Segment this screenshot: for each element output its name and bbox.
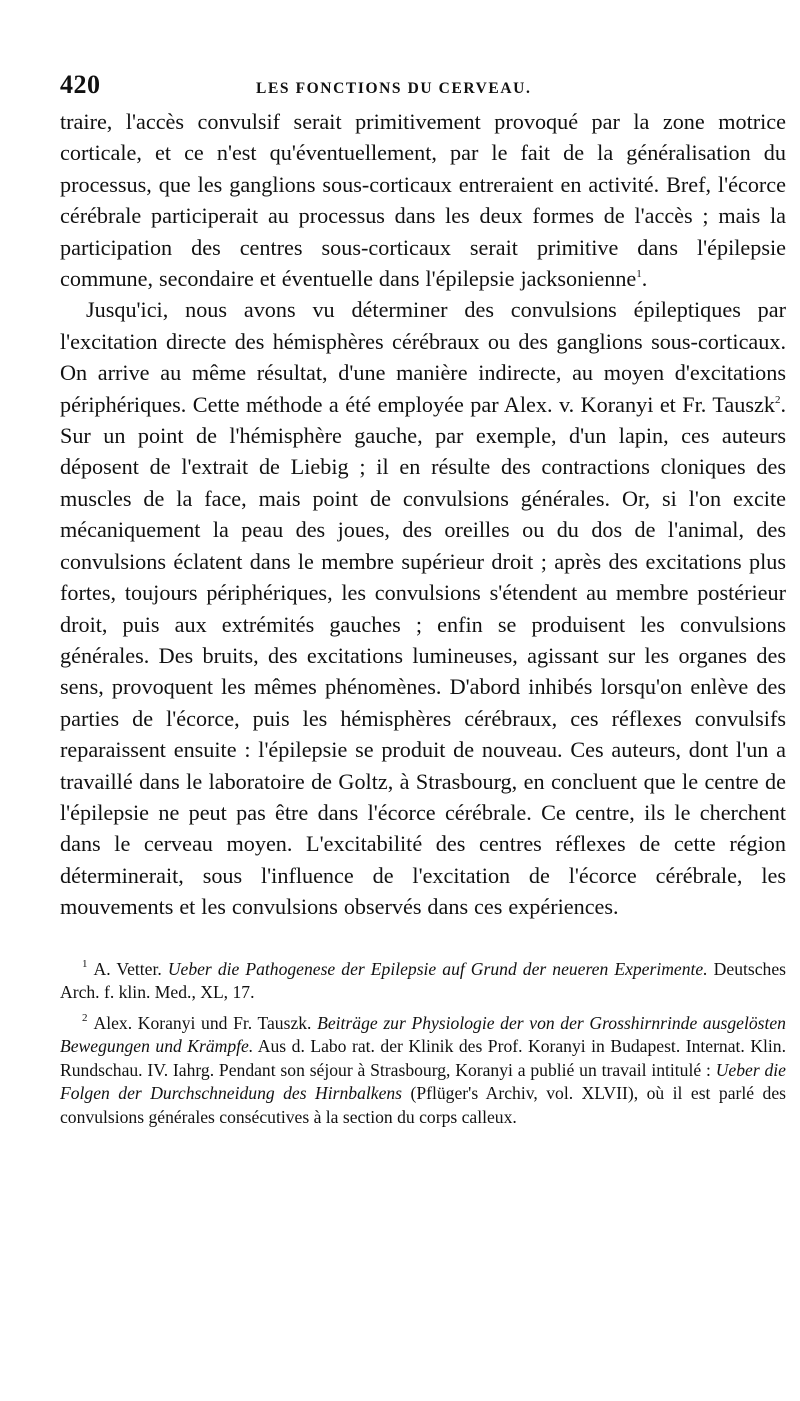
footnote-source: Aus d. Labo rat. der Klinik des Prof. Koranyi in Budapest. Internat. Klin. Rundschau. IV. Iahrg. Pendant son séjour à Strasbourg, Koranyi a publié un travail intitulé : bbox=[60, 1036, 786, 1080]
footnote-ref: 2 bbox=[774, 393, 781, 406]
footnote-source: Deutsches Arch. f. klin. Med., XL, 17. bbox=[60, 958, 786, 1003]
footnote-author: Alex. Koranyi und Fr. Tauszk. bbox=[93, 1012, 318, 1033]
footnote-mark: 2 bbox=[82, 1011, 88, 1024]
running-head: LES FONCTIONS DU CERVEAU. bbox=[256, 80, 532, 97]
footnote-source-2: (Pflüger's Archiv, vol. XLVII), où il est parlé des convulsions générales consécutives à la section du corps calleux. bbox=[60, 1083, 786, 1127]
footnotes bbox=[60, 953, 786, 1130]
footnote-title: Ueber die Pathogenese der Epilepsie auf Grund der neueren Experimente. bbox=[167, 958, 708, 979]
paragraph-text: traire, l'accès convulsif serait primitivement provoqué par la zone motrice corticale, et ce n'est qu'éventuellement, par le fait de la généralisation du processus, que les ganglions sous-corticaux entreraient en activité. Bref, l'écorce cérébrale participerait au processus dans les deux formes de l'accès ; mais la participation des centres sous-corticaux serait primitive dans l'épilepsie commune, secondaire et éventuelle dans l'épilepsie jacksonienne bbox=[60, 109, 786, 292]
footnote-title: Beiträge zur Physiologie der von der Grosshirnrinde ausgelösten Bewegungen und Krämpfe. bbox=[60, 1012, 786, 1057]
paragraph bbox=[60, 294, 786, 922]
page-header bbox=[60, 70, 786, 104]
footnote-2 bbox=[60, 1007, 786, 1130]
footnote-title-2: Ueber die Folgen der Durchschneidung des Hirnbalkens bbox=[60, 1059, 786, 1104]
paragraph-text-end: . Sur un point de l'hémisphère gauche, par exemple, d'un lapin, ces auteurs déposent de l'extrait de Liebig ; il en résulte des contractions cloniques des muscles de la face, mais point de convulsions générales. Or, si l'on excite mécaniquement la peau des joues, des oreilles ou du dos de l'animal, des convulsions éclatent dans le membre supérieur droit ; après des excitations plus fortes, toujours périphériques, les convulsions s'étendent au membre postérieur droit, puis aux extrémités gauches ; enfin se produisent les convulsions générales. Des bruits, des excitations lumineuses, agissant sur les organes des sens, provoquent les mêmes phénomènes. D'abord inhibés lorsqu'on enlève des parties de l'écorce, puis les hémisphères cérébraux, ces réflexes convulsifs reparaissent ensuite : l'épilepsie se produit de nouveau. Ces auteurs, dont l'un a travaillé dans le laboratoire de Goltz, à Strasbourg, en concluent que le centre de l'épilepsie ne peut pas être dans l'écorce cérébrale. Ce centre, ils le cherchent dans le cerveau moyen. L'excitabilité des centres réflexes de cette région déterminerait, sous l'influence de l'excitation de l'écorce cérébrale, les mouvements et les convulsions observés dans ces expériences. bbox=[60, 391, 786, 920]
page-number: 420 bbox=[60, 70, 101, 99]
footnote-mark: 1 bbox=[82, 957, 88, 970]
paragraph-text-end: . bbox=[641, 266, 648, 292]
footnote-author: A. Vetter. bbox=[93, 958, 168, 979]
document-page bbox=[60, 70, 786, 1131]
paragraph-text: Jusqu'ici, nous avons vu déterminer des convulsions épileptiques par l'excitation directe des hémisphères cérébraux ou des ganglions sous-corticaux. On arrive au même résultat, d'une manière indirecte, au moyen d'excitations périphériques. Cette méthode a été employée par Alex. v. Koranyi et Fr. Tauszk bbox=[60, 297, 786, 417]
footnote-ref: 1 bbox=[636, 268, 642, 281]
paragraph-continuation bbox=[60, 106, 786, 294]
footnote-1 bbox=[60, 953, 786, 1005]
body-text bbox=[60, 106, 786, 923]
